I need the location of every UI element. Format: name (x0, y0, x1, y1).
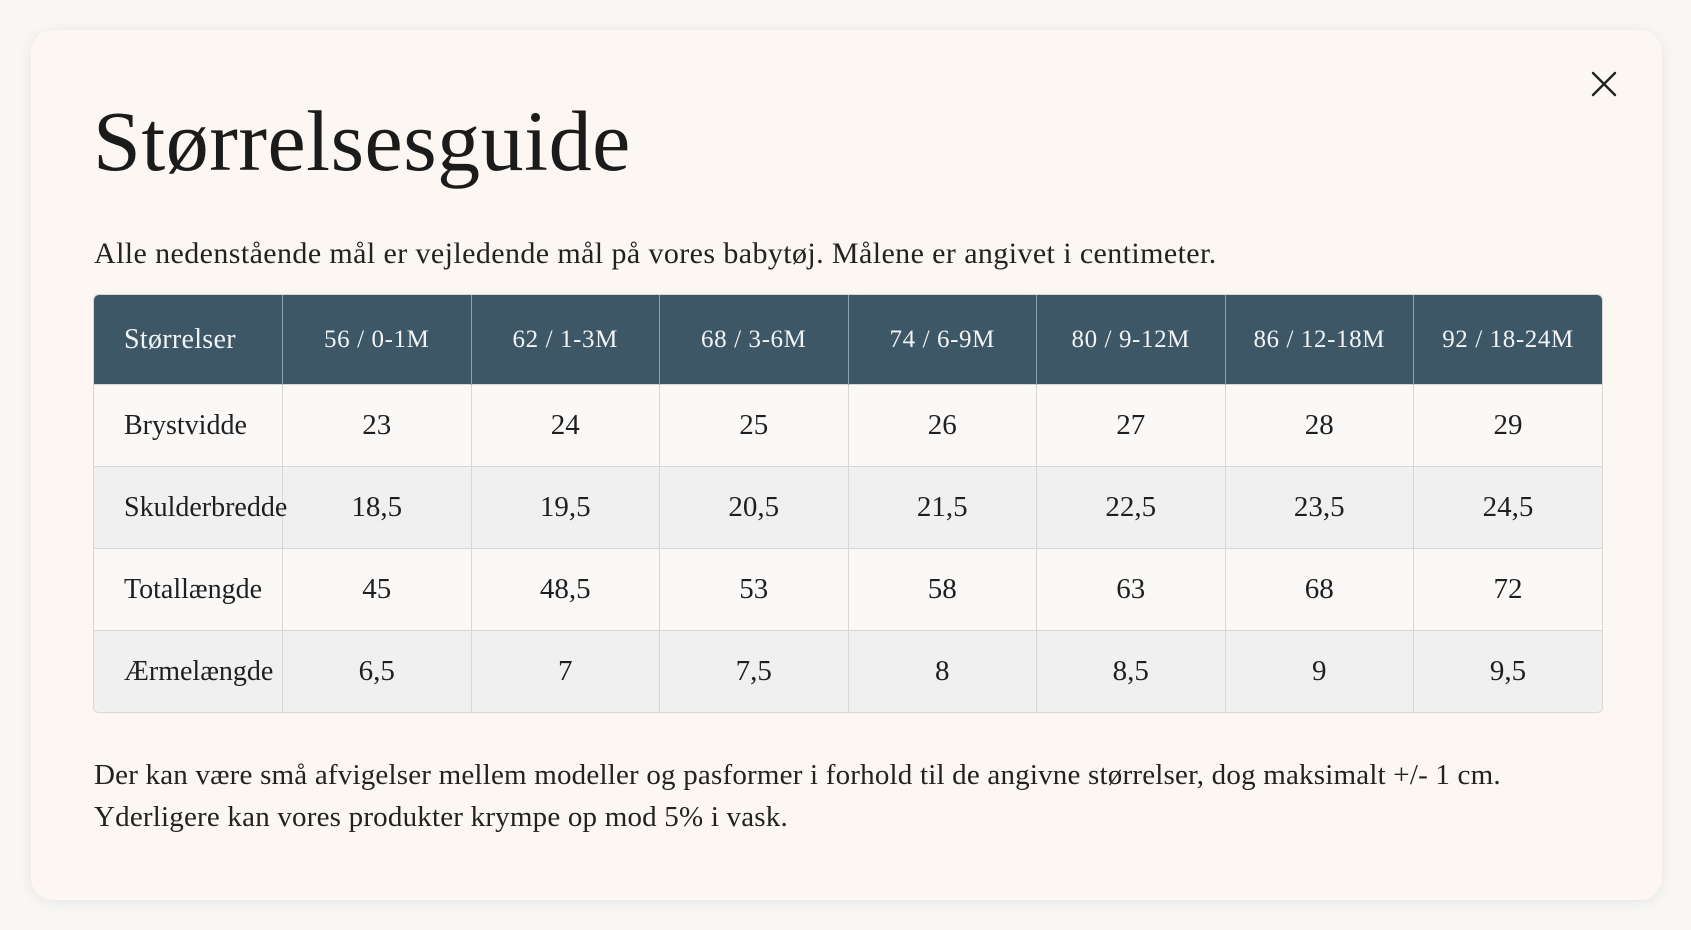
table-cell: 24 (471, 385, 660, 467)
table-cell: 63 (1037, 549, 1226, 631)
table-cell: 68 (1225, 549, 1414, 631)
table-cell: 21,5 (848, 467, 1037, 549)
table-cell: 6,5 (283, 631, 472, 713)
column-header: 74 / 6-9M (848, 295, 1037, 385)
column-header: 62 / 1-3M (471, 295, 660, 385)
page-title: Størrelsesguide (93, 93, 631, 189)
table-row (94, 467, 1602, 549)
row-label: Ærmelængde (94, 631, 283, 713)
size-table (94, 295, 1602, 712)
table-row (94, 549, 1602, 631)
row-label: Totallængde (94, 549, 283, 631)
footnote-line-1: Der kan være små afvigelser mellem modeller og pasformer i forhold til de angivne størrelser, dog maksimalt +/- 1 cm. (94, 759, 1501, 791)
table-cell: 22,5 (1037, 467, 1226, 549)
column-header: 92 / 18-24M (1414, 295, 1603, 385)
footnote (94, 754, 1614, 838)
table-cell: 48,5 (471, 549, 660, 631)
column-header: 68 / 3-6M (660, 295, 849, 385)
table-cell: 20,5 (660, 467, 849, 549)
column-header: 80 / 9-12M (1037, 295, 1226, 385)
table-cell: 28 (1225, 385, 1414, 467)
subtitle: Alle nedenstående mål er vejledende mål på vores babytøj. Målene er angivet i centimeter. (94, 237, 1217, 270)
table-cell: 53 (660, 549, 849, 631)
table-cell: 23 (283, 385, 472, 467)
table-cell: 19,5 (471, 467, 660, 549)
table-cell: 25 (660, 385, 849, 467)
table-cell: 58 (848, 549, 1037, 631)
table-cell: 9,5 (1414, 631, 1603, 713)
table-row (94, 631, 1602, 713)
column-header: 86 / 12-18M (1225, 295, 1414, 385)
footnote-line-2: Yderligere kan vores produkter krympe op mod 5% i vask. (94, 801, 788, 833)
row-label: Brystvidde (94, 385, 283, 467)
size-guide-modal (31, 30, 1662, 900)
table-cell: 72 (1414, 549, 1603, 631)
size-table-container (93, 294, 1603, 713)
table-cell: 23,5 (1225, 467, 1414, 549)
table-cell: 29 (1414, 385, 1603, 467)
table-cell: 18,5 (283, 467, 472, 549)
table-cell: 27 (1037, 385, 1226, 467)
table-cell: 8,5 (1037, 631, 1226, 713)
column-header: 56 / 0-1M (283, 295, 472, 385)
table-header-row (94, 295, 1602, 385)
table-cell: 7 (471, 631, 660, 713)
close-icon (1584, 64, 1624, 104)
column-header-sizes: Størrelser (94, 295, 283, 385)
table-body (94, 385, 1602, 713)
table-cell: 24,5 (1414, 467, 1603, 549)
table-cell: 7,5 (660, 631, 849, 713)
close-button[interactable] (1584, 64, 1624, 104)
table-row (94, 385, 1602, 467)
table-cell: 8 (848, 631, 1037, 713)
row-label: Skulderbredde (94, 467, 283, 549)
table-cell: 9 (1225, 631, 1414, 713)
table-cell: 26 (848, 385, 1037, 467)
table-cell: 45 (283, 549, 472, 631)
